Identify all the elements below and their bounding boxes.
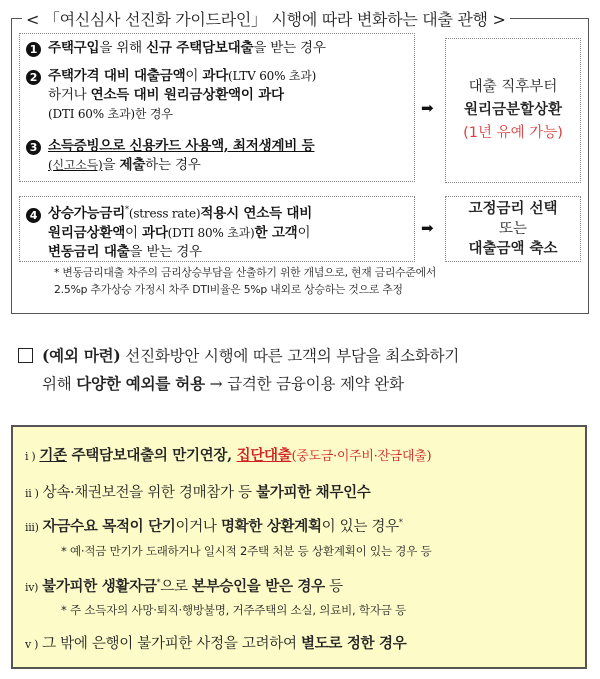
arrow-right-icon: ➡ xyxy=(421,219,434,237)
exception-item-5: v ) 그 밖에 은행이 불가피한 사정을 고려하여 별도로 정한 경우 xyxy=(25,635,407,652)
stress-rate-footnote: * 변동금리대출 차주의 금리상승부담을 산출하기 위한 개념으로, 현재 금리수준에서 2.5%p 추가상승 가정시 차주 DTI비율은 5%p 내외로 상승하는 것으로 추정 xyxy=(54,266,437,296)
number-2-icon: 2 xyxy=(26,70,41,85)
group1-result-box: 대출 직후부터 원리금분할상환 (1년 유예 가능) xyxy=(445,38,581,183)
exception-note-4: * 주 소득자의 사망·퇴직·행방불명, 거주주택의 소실, 의료비, 학자금 등 xyxy=(61,603,407,617)
exception-item-1: i ) 기존 주택담보대출의 만기연장, 집단대출(중도금·이주비·잔금대출) xyxy=(25,447,432,464)
condition-2: 2 주택가격 대비 대출금액이 과다(LTV 60% 초과) 하거나 연소득 대비 원리금상환액이 과다 (DTI 60% 초과)한 경우 xyxy=(26,67,410,124)
exception-item-4: iv) 불가피한 생활자금*으로 본부승인을 받은 경우 등 xyxy=(25,578,343,595)
exception-item-2: ii ) 상속·채권보전을 위한 경매참가 등 불가피한 채무인수 xyxy=(25,484,371,501)
guideline-title: < 「여신심사 선진화 가이드라인」 시행에 따라 변화하는 대출 관행 > xyxy=(22,7,510,30)
number-4-icon: 4 xyxy=(26,208,41,223)
exceptions-box xyxy=(11,425,587,669)
number-1-icon: 1 xyxy=(26,42,41,57)
group2-conditions-box xyxy=(19,196,415,262)
number-3-icon: 3 xyxy=(26,140,41,155)
group2-result-box: 고정금리 선택 또는 대출금액 축소 xyxy=(445,196,581,262)
condition-4: 4 상승가능금리*(stress rate)적용시 연소득 대비 원리금상환액이 과다(DTI 80% 초과)한 고객이 변동금리 대출을 받는 경우 xyxy=(26,200,410,262)
condition-1: 1 주택구입을 위해 신규 주택담보대출을 받는 경우 xyxy=(26,39,410,58)
group1-conditions-box xyxy=(19,33,415,182)
exception-paragraph: (예외 마련) 선진화방안 시행에 따른 고객의 부담을 최소화하기 위해 다양한 예외를 허용 → 급격한 금융이용 제약 완화 xyxy=(18,342,588,398)
condition-3: 3 소득증빙으로 신용카드 사용액, 최저생계비 등 (신고소득)을 제출하는 경우 xyxy=(26,137,410,175)
arrow-right-icon: ➡ xyxy=(421,99,434,117)
exception-item-3: iii) 자금수요 목적이 단기이거나 명확한 상환계획이 있는 경우* xyxy=(25,518,403,535)
exception-note-3: * 예·적금 만기가 도래하거나 일시적 2주택 처분 등 상환계획이 있는 경우 등 xyxy=(61,544,432,558)
checkbox-bullet-icon xyxy=(18,348,33,363)
